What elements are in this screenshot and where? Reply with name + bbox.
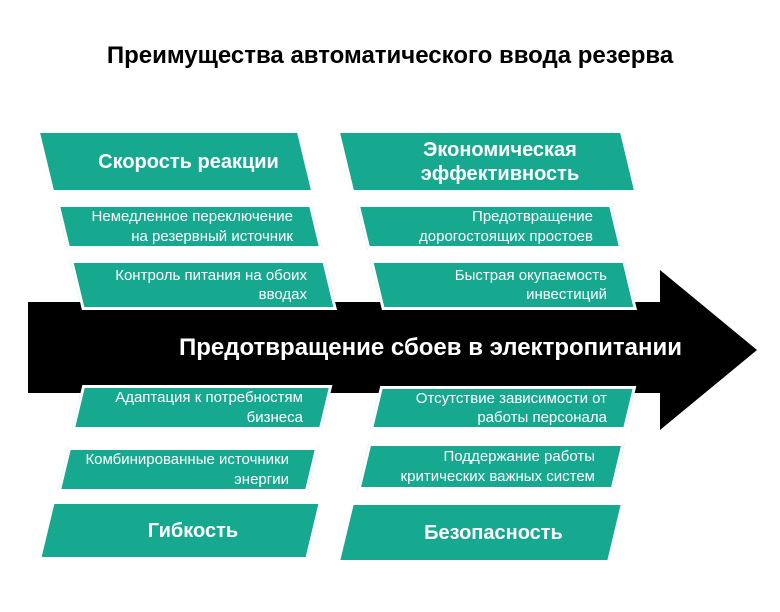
header-economic-efficiency: Экономическая эффективность: [347, 133, 627, 190]
item-immediate-switchover: Немедленное переключение на резервный источник: [62, 204, 317, 249]
item-critical-systems-support: Поддержание работы критических важных систем: [363, 443, 619, 490]
arrow-label: Предотвращение сбоев в электропитании: [178, 333, 682, 361]
header-reaction-speed: Скорость реакции: [47, 133, 304, 190]
header-flexibility: Гибкость: [48, 504, 312, 557]
header-safety: Безопасность: [347, 505, 614, 560]
item-business-adaptation: Адаптация к потребностям бизнеса: [77, 385, 327, 430]
item-combined-energy-sources: Комбинированные источники энергии: [63, 447, 313, 492]
item-prevent-costly-downtime: Предотвращение дорогостоящих простоев: [362, 204, 617, 249]
item-power-control-both-inputs: Контроль питания на обоих вводах: [76, 260, 331, 310]
page-title: Преимущества автоматического ввода резерва: [106, 42, 674, 69]
item-fast-payback: Быстрая окупаемость инвестиций: [376, 260, 631, 310]
item-no-staff-dependency: Отсутствие зависимости от работы персонала: [375, 386, 631, 430]
